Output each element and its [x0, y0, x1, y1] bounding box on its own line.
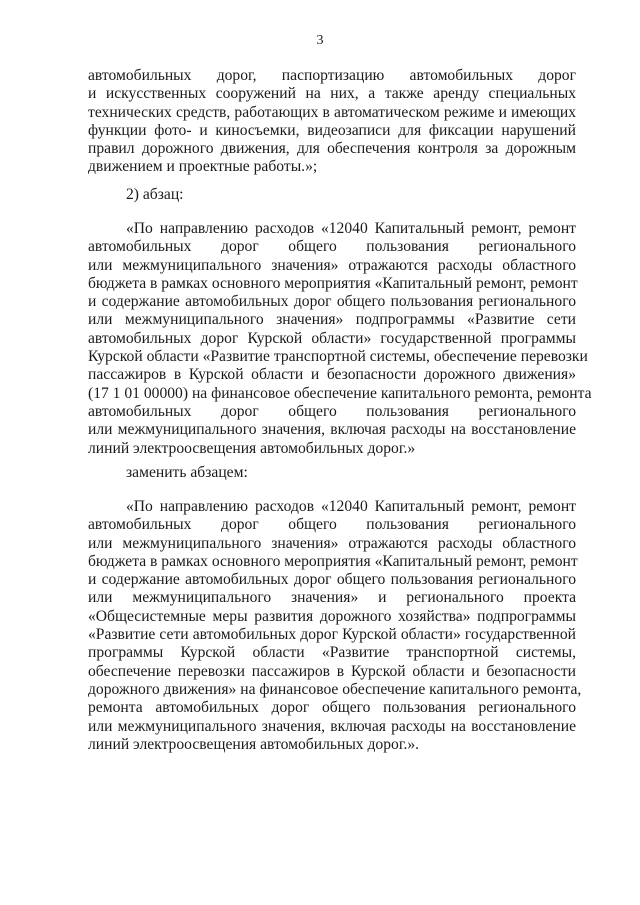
text-line: автомобильных дорог общего пользования регионального: [88, 238, 576, 256]
text-line: автомобильных дорог, паспортизацию автомобильных дорог: [88, 67, 576, 84]
text-line: «По направлению расходов «12040 Капитальный ремонт, ремонт: [126, 220, 576, 237]
text-line: автомобильных дорог общего пользования регионального: [88, 402, 576, 420]
text-line: технических средств, работающих в автоматическом режиме и имеющих: [88, 103, 576, 121]
text-line: линий электроосвещения автомобильных дорог.»: [88, 439, 416, 457]
text-line: автомобильных дорог Курской области» государственной программы: [88, 329, 576, 347]
text-line: и содержание автомобильных дорог общего пользования регионального: [88, 293, 576, 311]
new-paragraph: [88, 498, 582, 754]
text-line: функции фото- и киносъемки, видеозаписи для фиксации нарушений: [88, 121, 576, 139]
text-line: правил дорожного движения, для обеспечения контроля за дорожным: [88, 140, 576, 158]
text-line: Курской области «Развитие транспортной системы, обеспечение перевозки: [88, 348, 588, 366]
text-line: или межмуниципального значения» отражаются расходы областного: [88, 256, 576, 274]
text-line: или межмуниципального значения» подпрограммы «Развитие сети: [88, 311, 576, 329]
text-line: обеспечение перевозки пассажиров в Курской области и безопасности: [88, 662, 576, 680]
text-line: движением и проектные работы.»;: [88, 158, 318, 176]
item-label: 2) абзац:: [126, 186, 184, 203]
text-line: (17 1 01 00000) на финансовое обеспечение капитального ремонта, ремонта: [88, 384, 592, 402]
text-line: и искусственных сооружений на них, а также аренду специальных: [88, 85, 576, 103]
text-line: или межмуниципального значения» и регионального проекта: [88, 589, 576, 607]
text-line: дорожного движения» на финансовое обеспечение капитального ремонта,: [88, 680, 582, 698]
text-line: или межмуниципального значения, включая расходы на восстановление: [88, 421, 576, 439]
text-line: «Развитие сети автомобильных дорог Курской области» государственной: [88, 626, 576, 644]
text-line: автомобильных дорог общего пользования регионального: [88, 516, 576, 534]
page-number: 3: [316, 33, 324, 48]
text-line: бюджета в рамках основного мероприятия «Капитальный ремонт, ремонт: [88, 552, 578, 570]
old-paragraph: [88, 220, 592, 458]
continuation-paragraph: [88, 67, 576, 177]
text-line: или межмуниципального значения» отражаются расходы областного: [88, 534, 576, 552]
text-line: ремонта автомобильных дорог общего пользования регионального: [88, 699, 576, 717]
text-line: или межмуниципального значения, включая расходы на восстановление: [88, 717, 576, 735]
text-line: программы Курской области «Развитие транспортной системы,: [88, 644, 576, 662]
text-line: пассажиров в Курской области и безопасности дорожного движения»: [88, 366, 576, 384]
replace-label-block: [88, 464, 576, 482]
replace-label: заменить абзацем:: [126, 464, 248, 481]
text-line: и содержание автомобильных дорог общего пользования регионального: [88, 571, 576, 589]
text-line: линий электроосвещения автомобильных дорог.».: [88, 735, 420, 753]
item-label-block: [88, 186, 576, 204]
text-line: «По направлению расходов «12040 Капитальный ремонт, ремонт: [126, 498, 576, 515]
text-line: бюджета в рамках основного мероприятия «Капитальный ремонт, ремонт: [88, 274, 578, 292]
text-line: «Общесистемные меры развития дорожного хозяйства» подпрограммы: [88, 607, 576, 625]
